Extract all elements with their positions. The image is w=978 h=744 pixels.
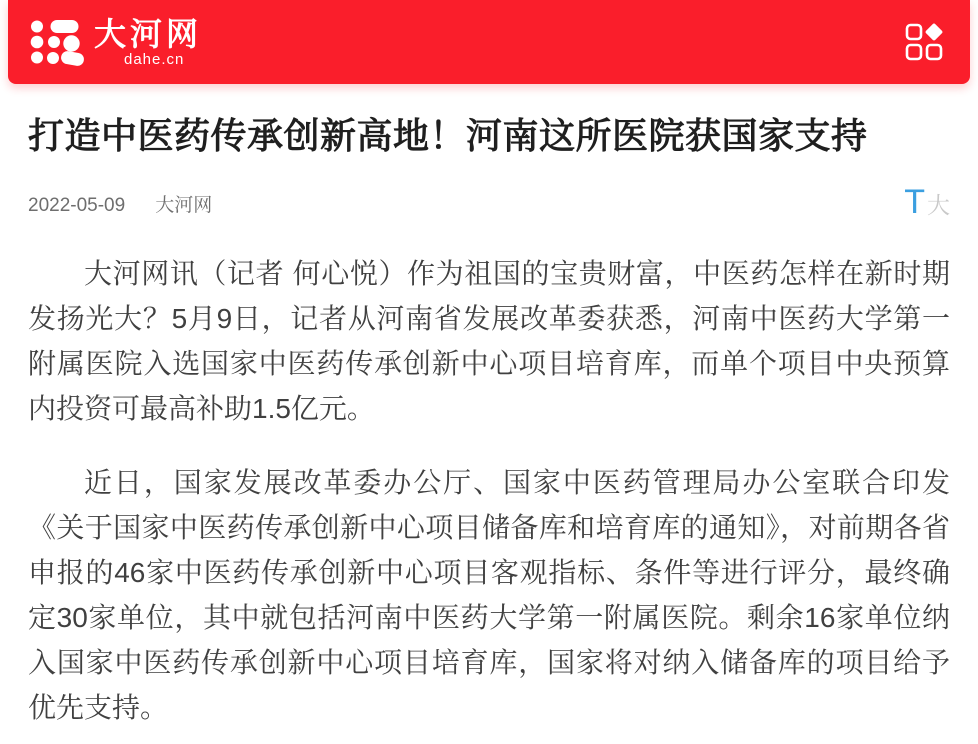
dahe-logo-mark-icon (30, 17, 86, 67)
apps-grid-icon[interactable] (904, 22, 944, 62)
font-size-da-label[interactable]: 大 (927, 192, 950, 219)
paragraph: 近日，国家发展改革委办公厅、国家中医药管理局办公室联合印发《关于国家中医药传承创新中心项目储备库和培育库的通知》，对前期各省申报的46家中医药传承创新中心项目客观指标、条件等进行评分，最终确定30家单位，其中就包括河南中医药大学第一附属医院。剩余16家单位纳入国家中医药传承创新中心项目培育库，国家将对纳入储备库的项目给予优先支持。 (28, 467, 950, 724)
font-size-T-icon[interactable]: T (904, 182, 925, 221)
paragraph: 大河网讯（记者 何心悦）作为祖国的宝贵财富，中医药怎样在新时期发扬光大？5月9日，记者从河南省发展改革委获悉，河南中医药大学第一附属医院入选国家中医药传承创新中心项目培育库，而单个项目中央预算内投资可最高补助1.5亿元。 (28, 258, 950, 425)
site-header (8, 0, 970, 84)
article-title: 打造中医药传承创新高地！河南这所医院获国家支持 (28, 115, 868, 156)
font-size-control[interactable] (904, 182, 950, 221)
logo-title: 大河网 (94, 15, 203, 52)
dahe-logo[interactable] (30, 17, 202, 67)
publish-date: 2022-05-09 (28, 195, 126, 217)
article-meta (28, 182, 950, 221)
logo-text-block (94, 15, 203, 68)
article (0, 112, 978, 730)
logo-domain: dahe.cn (124, 50, 185, 68)
article-body (28, 251, 950, 730)
source-name: 大河网 (155, 195, 213, 217)
